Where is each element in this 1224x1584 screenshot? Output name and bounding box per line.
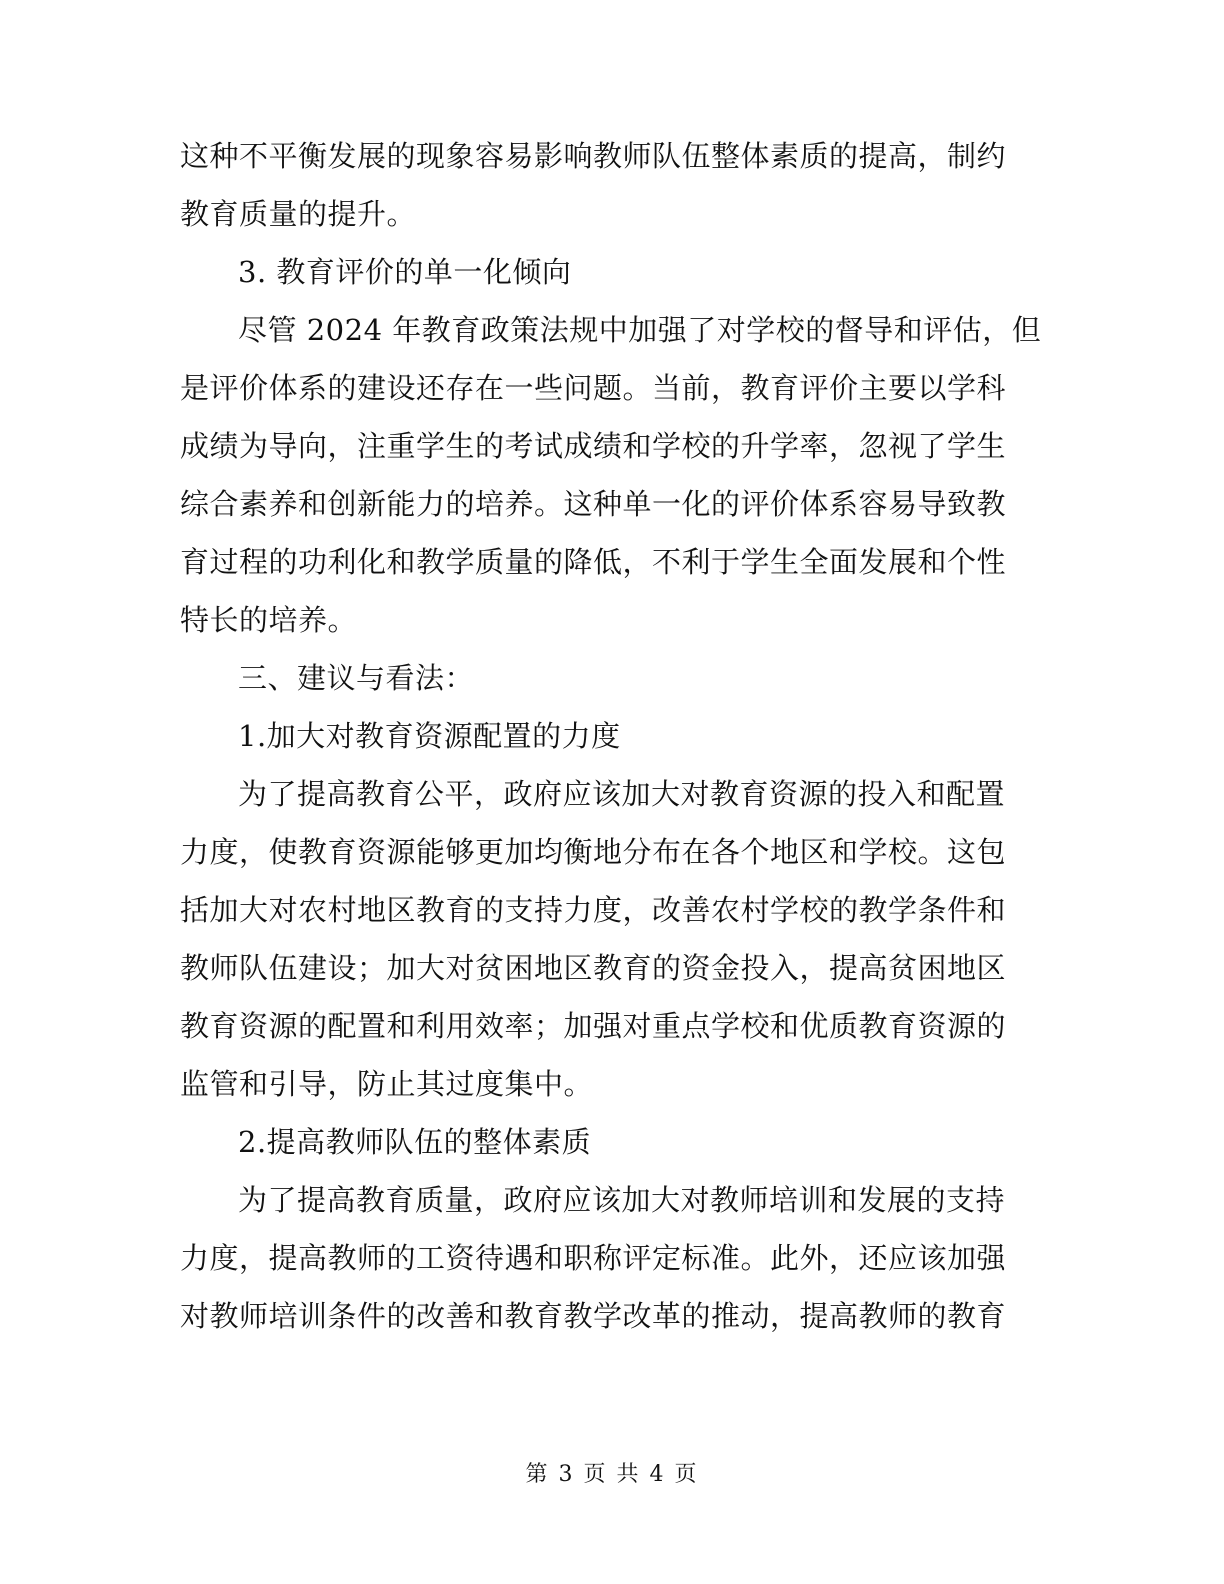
section-heading: 三、建议与看法：: [238, 661, 475, 695]
paragraph-line: 教育质量的提升。: [180, 197, 417, 231]
paragraph-line: 括加大对农村地区教育的支持力度，改善农村学校的教学条件和: [180, 893, 1007, 927]
paragraph-line: 这种不平衡发展的现象容易影响教师队伍整体素质的提高，制约: [180, 139, 1007, 173]
paragraph-line: 教师队伍建设；加大对贫困地区教育的资金投入，提高贫困地区: [180, 951, 1007, 985]
paragraph-line: 为了提高教育公平，政府应该加大对教育资源的投入和配置: [238, 777, 1006, 811]
subheading-3: 3. 教育评价的单一化倾向: [238, 255, 572, 289]
paragraph-line: 力度，使教育资源能够更加均衡地分布在各个地区和学校。这包: [180, 835, 1007, 869]
paragraph-line: 尽管 2024 年教育政策法规中加强了对学校的督导和评估，但: [238, 313, 1042, 347]
paragraph-line: 为了提高教育质量，政府应该加大对教师培训和发展的支持: [238, 1183, 1006, 1217]
paragraph-line: 是评价体系的建设还存在一些问题。当前，教育评价主要以学科: [180, 371, 1007, 405]
paragraph-line: 对教师培训条件的改善和教育教学改革的推动，提高教师的教育: [180, 1299, 1007, 1333]
paragraph-line: 育过程的功利化和教学质量的降低，不利于学生全面发展和个性: [180, 545, 1007, 579]
paragraph-line: 成绩为导向，注重学生的考试成绩和学校的升学率，忽视了学生: [180, 429, 1007, 463]
paragraph-line: 综合素养和创新能力的培养。这种单一化的评价体系容易导致教: [180, 487, 1007, 521]
paragraph-line: 监管和引导，防止其过度集中。: [180, 1067, 594, 1101]
page-number-footer: 第 3 页 共 4 页: [525, 1462, 699, 1487]
paragraph-line: 力度，提高教师的工资待遇和职称评定标准。此外，还应该加强: [180, 1241, 1007, 1275]
subheading-2: 2.提高教师队伍的整体素质: [238, 1125, 592, 1159]
paragraph-line: 特长的培养。: [180, 603, 358, 637]
paragraph-line: 教育资源的配置和利用效率；加强对重点学校和优质教育资源的: [180, 1009, 1007, 1043]
subheading-1: 1.加大对教育资源配置的力度: [238, 719, 621, 753]
